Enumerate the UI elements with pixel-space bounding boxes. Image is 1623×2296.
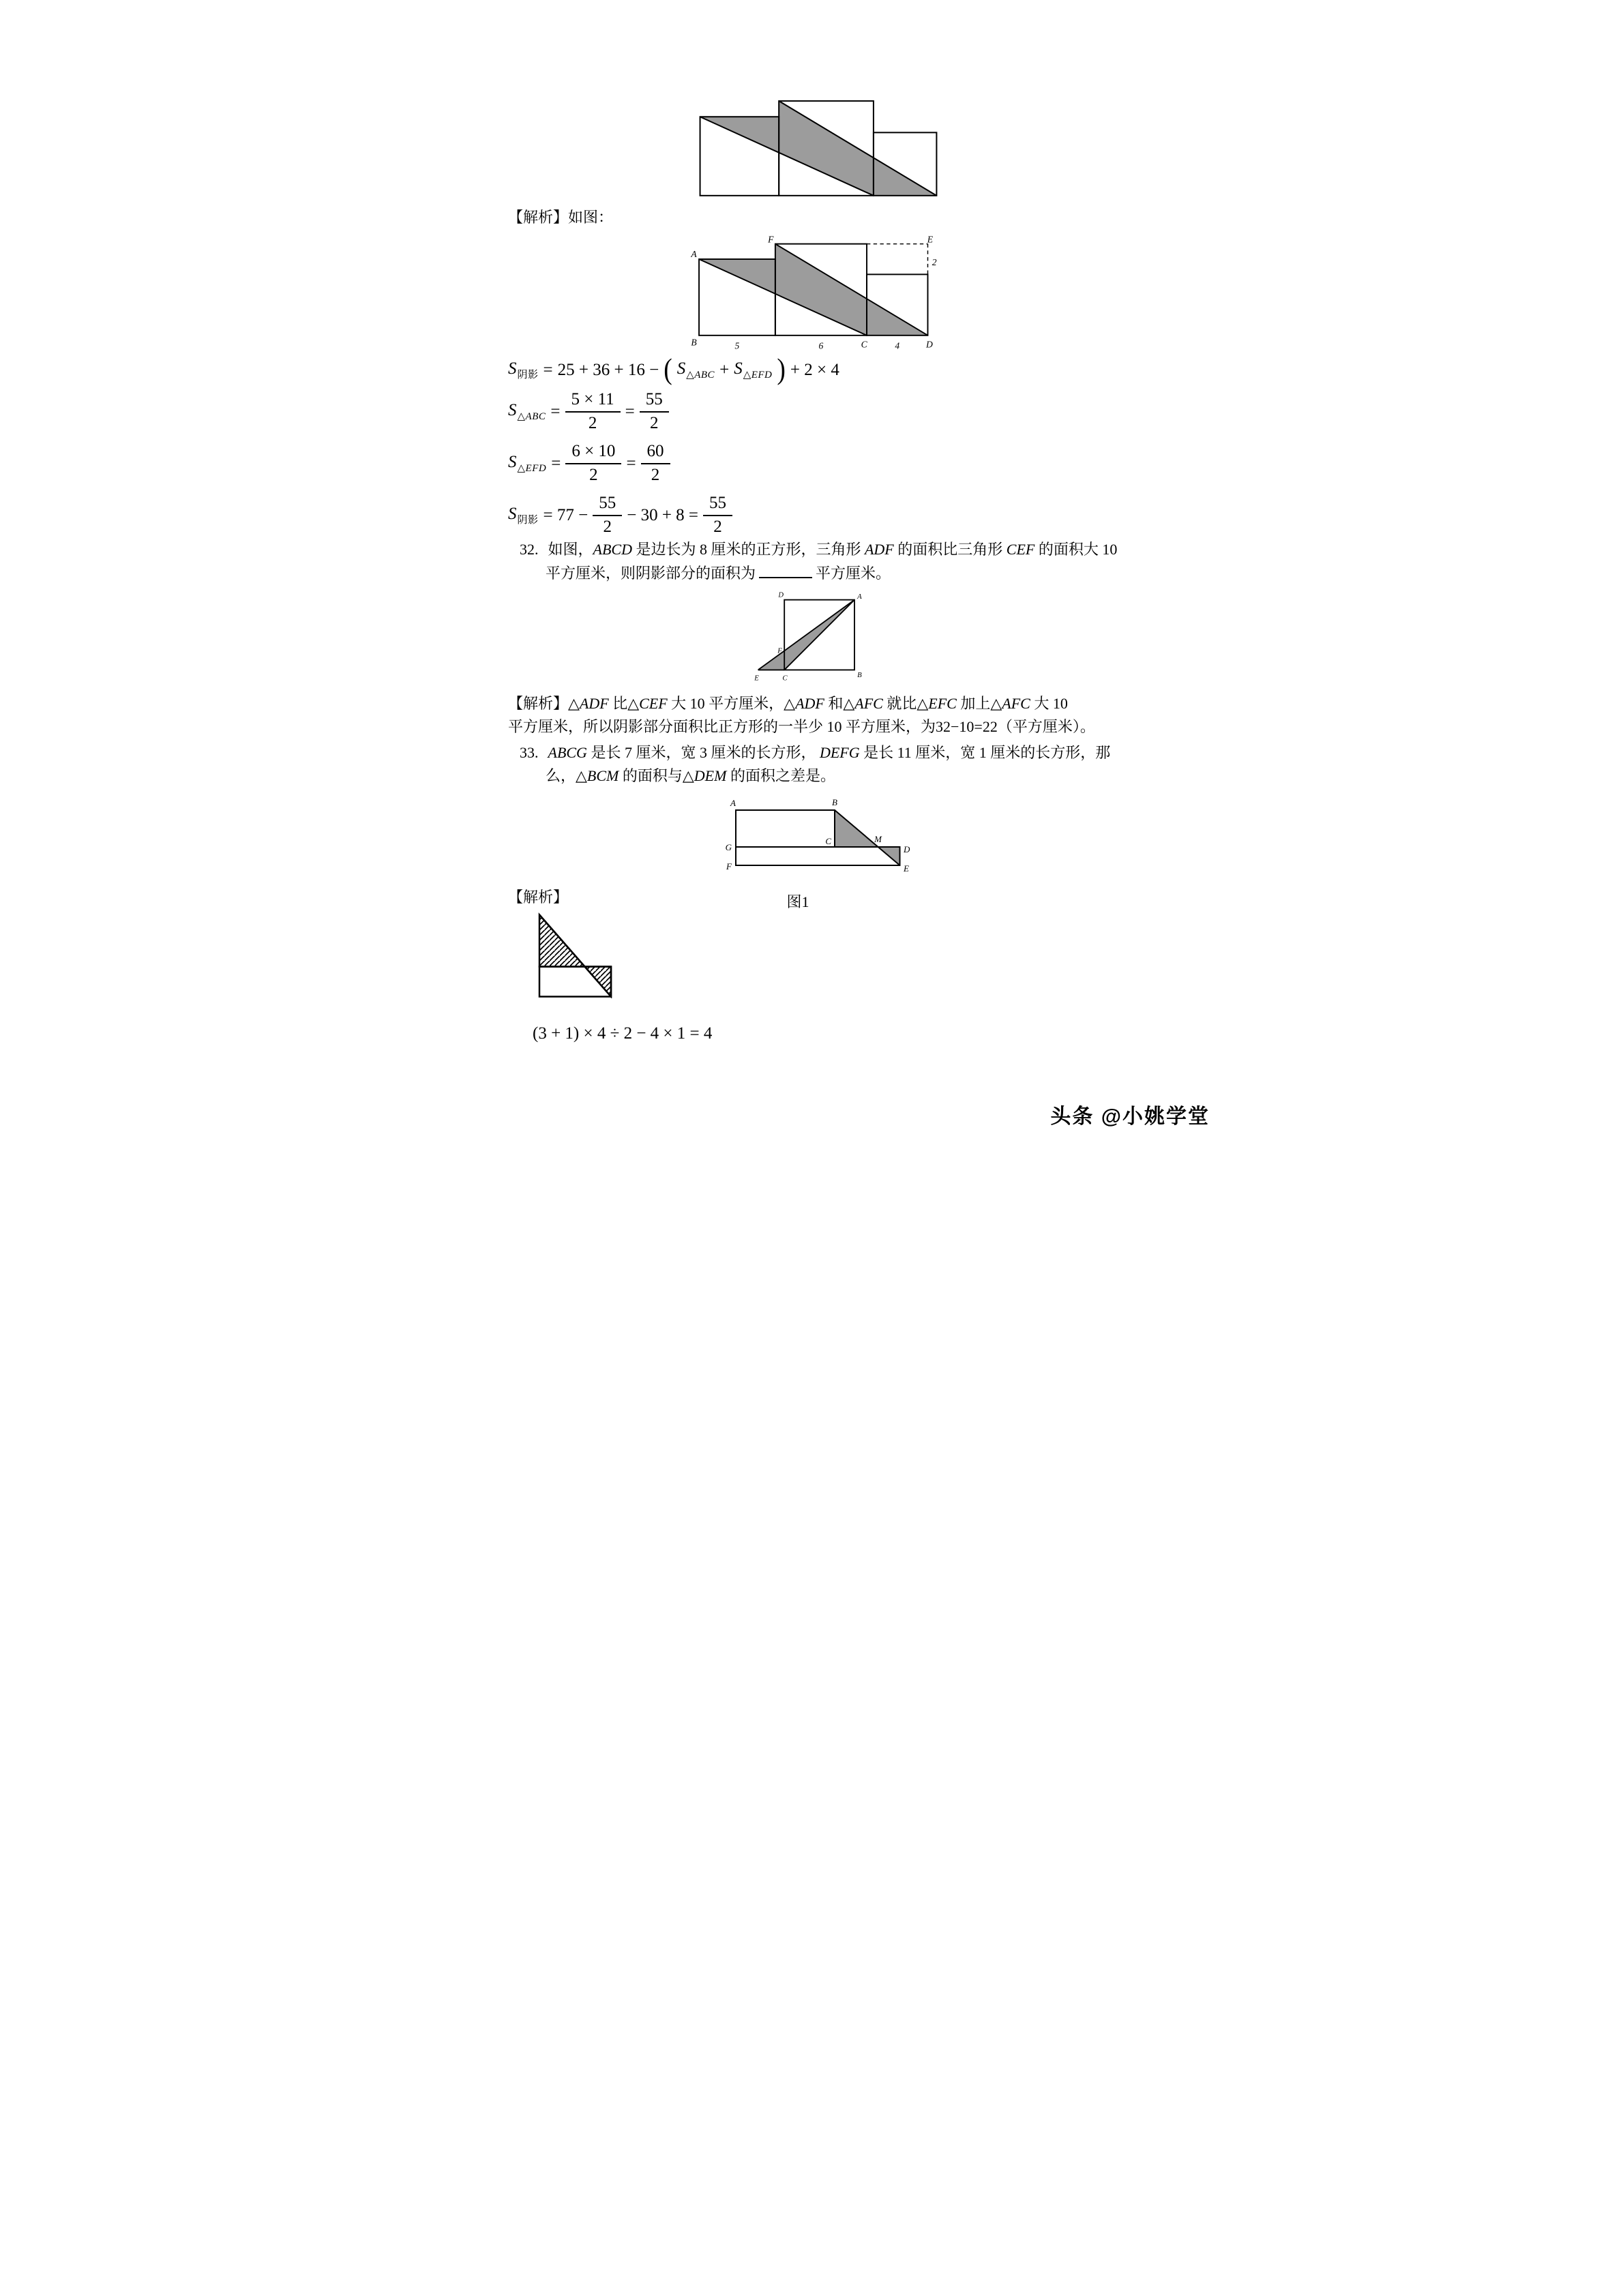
- answer-blank: [759, 562, 812, 578]
- fraction: $\frac{55}{2}$: [640, 390, 669, 434]
- fraction: $\frac{55}{2}$: [593, 494, 622, 537]
- formula-final: (3 + 1) × 4 ÷ 2 − 4 × 1 = 4: [533, 1024, 713, 1043]
- point-label-D: D: [778, 591, 784, 599]
- problem-32-line2: 平方厘米，则阴影部分的面积为 平方厘米。: [546, 562, 891, 584]
- point-label-G: G: [725, 842, 732, 852]
- watermark-footer: 头条 @小姚学堂: [1050, 1105, 1210, 1128]
- point-label-D: D: [904, 844, 910, 854]
- figure-square-shaded-triangle-svg: [742, 588, 878, 685]
- problem-33-text: ABCG 是长 7 厘米，宽 3 厘米的长方形， DEFG 是长 11 厘米，宽 1 厘米的长方形，那: [548, 744, 1111, 761]
- analysis-32-line1: 【解析】△ADF 比△CEF 大 10 平方厘米，△ADF 和△AFC 就比△EFC 加上△AFC 大 10: [508, 695, 1068, 712]
- fraction: $\frac{5 \times 11}{2}$: [565, 390, 621, 434]
- point-label-A: A: [691, 249, 697, 260]
- problem-32-line1: [520, 539, 1117, 561]
- point-label-B: B: [832, 797, 837, 807]
- problem-33-line1: [520, 742, 1110, 764]
- analysis1-label: 【解析】如图：: [508, 209, 614, 226]
- dim-label-6: 6: [818, 340, 824, 351]
- point-label-M: M: [874, 834, 882, 844]
- problem-33-line2: 么，△BCM 的面积与△DEM 的面积之差是。: [546, 767, 835, 784]
- fraction: $\frac{6 \times 10}{2}$: [565, 442, 621, 486]
- figure-caption: 图1: [786, 893, 809, 910]
- shaded-middle-band: [775, 244, 867, 336]
- rectangle-abcg: [736, 810, 835, 847]
- analysis-32-line2: 平方厘米，所以阴影部分面积比正方形的一半少 10 平方厘米，为32−10=22（平方厘米）。: [508, 718, 1095, 735]
- point-label-E: E: [904, 863, 909, 874]
- figure-hatched-solution: [529, 910, 618, 998]
- point-label-B: B: [691, 337, 697, 348]
- point-label-B: B: [857, 671, 862, 680]
- point-label-F: F: [768, 236, 774, 245]
- point-label-C: C: [782, 674, 788, 683]
- formula-triangle-abc: $S_{\triangle ABC}$ = $\frac{5 \times 11}{2}$ = $\frac{55}{2}$: [508, 390, 669, 434]
- figure-two-rectangles-svg: [706, 788, 924, 891]
- figure-squares-shaded-labeled-svg: [684, 236, 956, 355]
- line-ea: [758, 600, 854, 670]
- fraction: $\frac{60}{2}$: [641, 442, 670, 486]
- point-label-C: C: [861, 339, 867, 350]
- formula-shaded-total: $S_{阴影}$ = 25 + 36 + 16 − ( $S_{\triangle ABC}$ + $S_{\triangle EFD}$ ) + 2 × 4: [508, 353, 839, 386]
- problem-32-text: 如图，ABCD 是边长为 8 厘米的正方形，三角形 ADF 的面积比三角形 CEF 的面积大 10: [548, 541, 1118, 558]
- figure-two-rectangles: [706, 788, 924, 891]
- point-label-F: F: [777, 646, 782, 655]
- figure-hatched-solution-svg: [529, 910, 618, 998]
- point-label-E: E: [927, 236, 934, 245]
- point-label-F: F: [726, 861, 732, 871]
- figure-squares-shaded-labeled: [684, 236, 956, 355]
- figure-squares-shaded-top: [691, 100, 949, 203]
- point-label-C: C: [825, 836, 831, 846]
- problem-33-number: 33.: [520, 744, 539, 761]
- rectangle-gdef: [736, 847, 900, 865]
- formula-triangle-efd: $S_{\triangle EFD}$ = $\frac{6 \times 10}{2}$ = $\frac{60}{2}$: [508, 442, 670, 486]
- analysis-33-label: 【解析】: [508, 889, 569, 906]
- dim-label-4: 4: [895, 340, 900, 351]
- formula-var: S: [508, 359, 517, 378]
- dim-label-5: 5: [734, 340, 740, 351]
- shaded-middle-band: [779, 101, 874, 196]
- figure-squares-shaded-top-svg: [691, 100, 949, 203]
- formula-shaded-result: $S_{阴影}$ = 77 − $\frac{55}{2}$ − 30 + 8 = $\frac{55}{2}$: [508, 494, 732, 537]
- document-page: [406, 0, 1217, 1148]
- point-label-E: E: [754, 674, 759, 683]
- problem-32-number: 32.: [520, 541, 539, 558]
- figure-square-shaded-triangle: [742, 588, 878, 685]
- fraction: $\frac{55}{2}$: [703, 494, 732, 537]
- point-label-A: A: [857, 592, 862, 601]
- point-label-A: A: [730, 798, 736, 808]
- dim-label-2: 2: [932, 256, 937, 267]
- line-ca: [784, 600, 854, 670]
- point-label-D: D: [925, 339, 933, 350]
